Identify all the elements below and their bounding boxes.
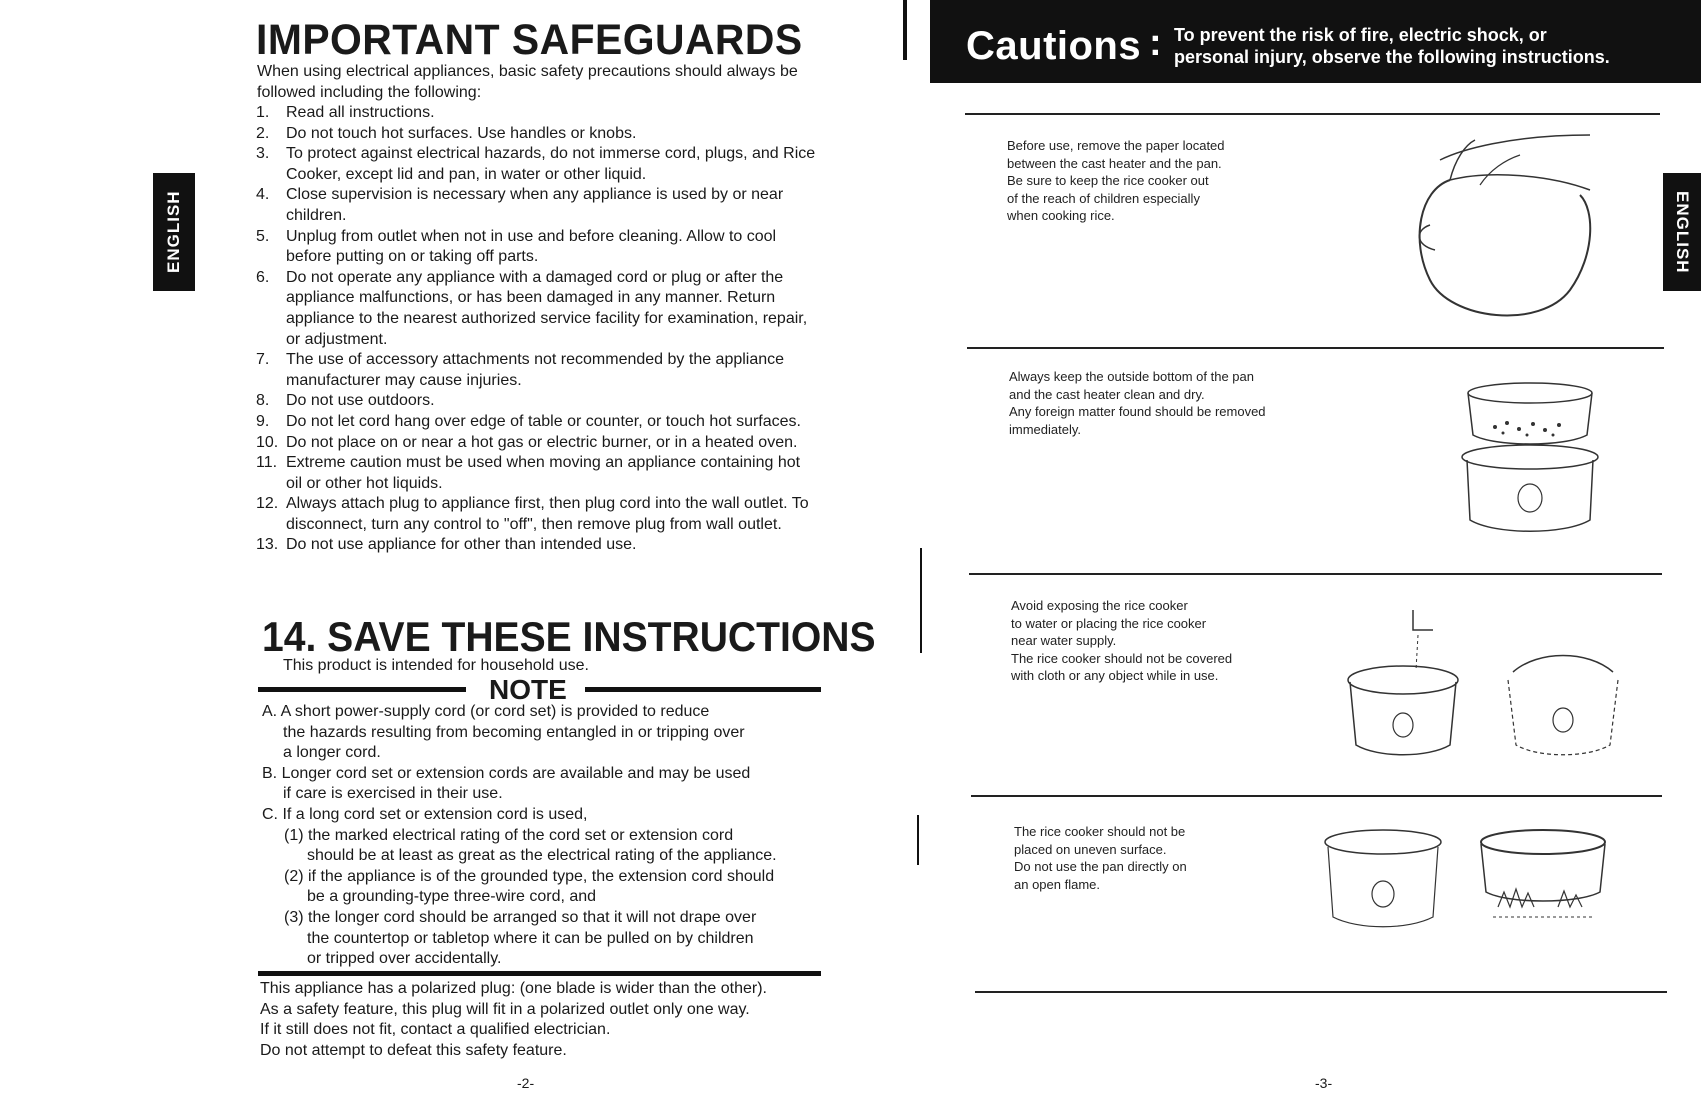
caution-divider xyxy=(975,991,1667,993)
caution-divider xyxy=(971,795,1662,797)
safeguard-item xyxy=(256,535,816,556)
caution-3-line: near water supply. xyxy=(1011,633,1117,648)
scan-edge-mark xyxy=(903,0,907,60)
polarized-line-1: This appliance has a polarized plug: (one blade is wider than the other). xyxy=(260,980,767,997)
note-c1-line2: should be at least as great as the electrical rating of the appliance. xyxy=(307,847,777,865)
cautions-colon: : xyxy=(1149,22,1162,64)
safeguard-number: 2. xyxy=(256,124,270,142)
scan-edge-mark xyxy=(917,815,919,865)
polarized-plug-text xyxy=(260,979,840,1061)
scan-edge-mark xyxy=(920,548,922,653)
note-rule-right xyxy=(585,687,821,692)
safeguard-item xyxy=(256,391,816,412)
save-instructions-heading: 14. SAVE THESE INSTRUCTIONS xyxy=(262,613,876,660)
household-use-text: This product is intended for household use. xyxy=(283,657,589,674)
note-c3-line3: or tripped over accidentally. xyxy=(307,950,502,968)
caution-4-line: Do not use the pan directly on xyxy=(1014,859,1187,874)
safeguard-item xyxy=(256,433,816,454)
caution-divider xyxy=(969,573,1662,575)
safeguard-text: Always attach plug to appliance first, then plug cord into the wall outlet. To disconnect, turn any control to "off", then remove plug from wall outlet. xyxy=(286,495,809,533)
page-title: IMPORTANT SAFEGUARDS xyxy=(256,16,803,64)
note-rule-left xyxy=(258,687,466,692)
safeguard-item xyxy=(256,124,816,145)
caution-4-line: The rice cooker should not be xyxy=(1014,824,1186,839)
caution-item-1 xyxy=(1007,137,1307,225)
safeguard-item xyxy=(256,350,816,391)
note-b-line2: if care is exercised in their use. xyxy=(283,785,503,803)
caution-item-2 xyxy=(1009,368,1329,438)
caution-item-3 xyxy=(1011,597,1311,685)
safeguard-number: 12. xyxy=(256,495,279,513)
safeguard-number: 13. xyxy=(256,536,279,554)
note-c2: (2) if the appliance is of the grounded type, the extension cord should xyxy=(284,867,775,885)
page-number-right: -3- xyxy=(1315,1075,1333,1091)
safeguard-number: 4. xyxy=(256,186,270,204)
safeguard-number: 7. xyxy=(256,351,270,369)
caution-1-line: when cooking rice. xyxy=(1007,208,1115,223)
safeguard-text: Do not operate any appliance with a damaged cord or plug or after the appliance malfunctions, or has been damaged in any manner. Return appliance to the nearest authorized service facility for examination, repair, or adjustment. xyxy=(286,268,808,348)
safeguard-number: 11. xyxy=(256,454,278,472)
note-c1: (1) the marked electrical rating of the cord set or extension cord xyxy=(284,826,734,844)
cautions-subtitle xyxy=(1174,24,1694,68)
safeguard-list xyxy=(256,103,816,556)
note-a: A. A short power-supply cord (or cord set) is provided to reduce xyxy=(262,703,710,720)
caution-item-4 xyxy=(1014,823,1314,893)
caution-3-line: The rice cooker should not be covered xyxy=(1011,650,1233,666)
caution-2-line: immediately. xyxy=(1009,421,1082,437)
caution-2-line: Always keep the outside bottom of the pan xyxy=(1009,369,1254,384)
note-c2-line2: be a grounding-type three-wire cord, and xyxy=(307,888,597,906)
note-heading: NOTE xyxy=(489,674,567,705)
safeguard-text: Do not touch hot surfaces. Use handles or knobs. xyxy=(286,124,637,142)
safeguard-number: 3. xyxy=(256,145,270,163)
note-c: C. If a long cord set or extension cord is used, xyxy=(262,805,588,823)
safeguard-number: 10. xyxy=(256,433,279,451)
safeguard-text: To protect against electrical hazards, do not immerse cord, plugs, and Rice Cooker, except lid and pan, in water or other liquid. xyxy=(286,145,816,183)
safeguard-text: The use of accessory attachments not recommended by the appliance manufacturer may cause injuries. xyxy=(286,351,785,389)
caution-divider xyxy=(965,113,1660,115)
intro-text: When using electrical appliances, basic safety precautions should always be followed including the following: xyxy=(257,63,798,101)
caution-1-line: Before use, remove the paper located xyxy=(1007,138,1225,153)
cautions-subtitle-line-2: personal injury, observe the following instructions. xyxy=(1174,47,1610,67)
caution-4-line: placed on uneven surface. xyxy=(1014,841,1167,857)
safeguard-text: Read all instructions. xyxy=(286,104,435,121)
safeguard-item xyxy=(256,185,816,226)
safeguard-item xyxy=(256,227,816,268)
note-c3: (3) the longer cord should be arranged so that it will not drape over xyxy=(284,908,757,926)
polarized-line-4: Do not attempt to defeat this safety feature. xyxy=(260,1041,567,1059)
note-a-line2: the hazards resulting from becoming entangled in or tripping over xyxy=(283,723,745,741)
pan-with-paper-icon xyxy=(1390,130,1605,330)
safeguard-text: Unplug from outlet when not in use and before cleaning. Allow to cool before putting on or taking off parts. xyxy=(286,227,777,266)
safeguard-number: 5. xyxy=(256,227,270,245)
safeguard-number: 6. xyxy=(256,268,270,286)
caution-3-line: with cloth or any object while in use. xyxy=(1011,668,1219,683)
caution-3-line: to water or placing the rice cooker xyxy=(1011,615,1207,631)
polarized-line-2: As a safety feature, this plug will fit in a polarized outlet only one way. xyxy=(260,1000,750,1018)
safeguard-text: Extreme caution must be used when moving an appliance containing hot oil or other hot liquids. xyxy=(286,454,801,492)
caution-1-line: of the reach of children especially xyxy=(1007,190,1200,206)
rice-cooker-pan-icon xyxy=(1455,375,1605,545)
safeguard-item xyxy=(256,494,816,535)
note-bottom-rule xyxy=(258,971,821,976)
safeguard-item xyxy=(256,412,816,433)
polarized-line-3: If it still does not fit, contact a qualified electrician. xyxy=(260,1021,611,1039)
safeguard-text: Do not use outdoors. xyxy=(286,392,435,410)
safeguard-item xyxy=(256,103,816,124)
note-b: B. Longer cord set or extension cords are available and may be used xyxy=(262,764,751,782)
language-tab-left: ENGLISH xyxy=(153,173,195,291)
caution-3-line: Avoid exposing the rice cooker xyxy=(1011,598,1188,613)
caution-divider xyxy=(967,347,1664,349)
safeguard-text: Do not let cord hang over edge of table or counter, or touch hot surfaces. xyxy=(286,412,801,430)
safeguard-number: 1. xyxy=(256,104,270,121)
language-tab-right: ENGLISH xyxy=(1663,173,1701,291)
caution-2-line: and the cast heater clean and dry. xyxy=(1009,386,1205,402)
safeguard-item xyxy=(256,268,816,350)
safeguard-text: Do not place on or near a hot gas or electric burner, or in a heated oven. xyxy=(286,433,798,451)
safeguard-text: Do not use appliance for other than intended use. xyxy=(286,536,637,554)
safeguard-item xyxy=(256,144,816,185)
page-number-left: -2- xyxy=(517,1075,535,1091)
cooker-uneven-flame-icon xyxy=(1318,822,1618,942)
caution-2-line: Any foreign matter found should be removed xyxy=(1009,404,1266,419)
caution-1-line: Be sure to keep the rice cooker out xyxy=(1007,173,1209,188)
note-a-line3: a longer cord. xyxy=(283,744,381,762)
cooker-water-cloth-icon xyxy=(1338,600,1628,770)
note-c3-line2: the countertop or tabletop where it can be pulled on by children xyxy=(307,929,754,947)
cautions-subtitle-line-1: To prevent the risk of fire, electric shock, or xyxy=(1174,25,1547,45)
safeguard-number: 8. xyxy=(256,392,270,410)
note-list xyxy=(262,702,832,970)
safeguard-item xyxy=(256,453,816,494)
safeguard-number: 9. xyxy=(256,412,270,430)
cautions-title: Cautions xyxy=(966,24,1142,68)
caution-4-line: an open flame. xyxy=(1014,876,1101,892)
caution-1-line: between the cast heater and the pan. xyxy=(1007,155,1222,171)
safeguard-text: Close supervision is necessary when any appliance is used by or near children. xyxy=(286,186,784,224)
